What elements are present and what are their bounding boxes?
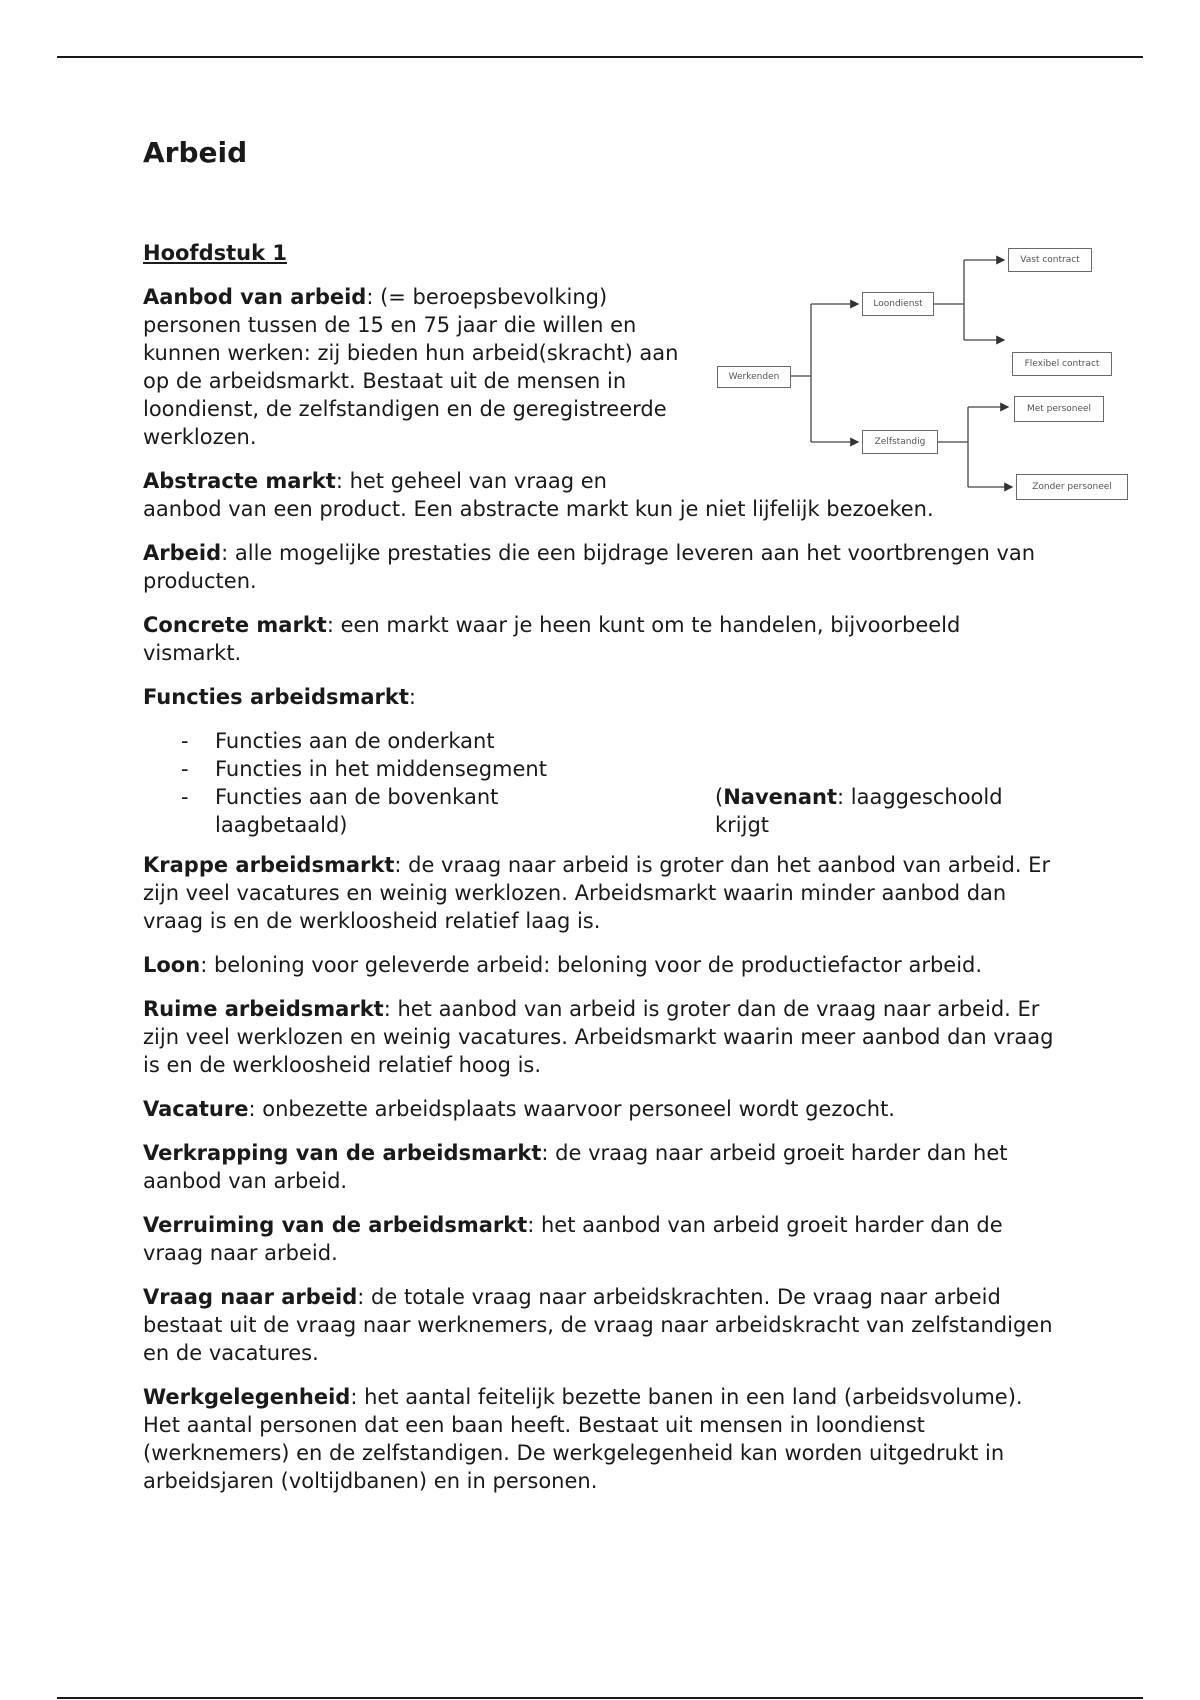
- definition-loon: [143, 951, 1063, 979]
- definition-functies: [143, 683, 1063, 711]
- list-item: [181, 727, 1063, 755]
- definition-verruiming: [143, 1211, 1063, 1267]
- term: Krappe arbeidsmarkt: [143, 853, 395, 877]
- definition-text: : het aanbod van arbeid groeit harder dan de vraag naar arbeid.: [143, 1213, 1003, 1265]
- list-item-text: Functies in het middensegment: [215, 757, 547, 781]
- list-item: [181, 755, 1063, 783]
- diagram-box-zelfstandig: Zelfstandig: [862, 430, 938, 454]
- term: Ruime arbeidsmarkt: [143, 997, 384, 1021]
- functies-list: [143, 727, 1063, 839]
- list-item-text: Functies aan de onderkant: [215, 729, 495, 753]
- definition-text: : een markt waar je heen kunt om te handelen, bijvoorbeeld vismarkt.: [143, 613, 961, 665]
- term: Concrete markt: [143, 613, 327, 637]
- footer-rule: [57, 1697, 1143, 1699]
- definition-text: : de vraag naar arbeid is groter dan het aanbod van arbeid. Er zijn veel vacatures en weinig werklozen. Arbeidsmarkt waarin minder aanbod dan vraag is en de werkloosheid relatief laag is.: [143, 853, 1051, 933]
- navenant-note: [715, 783, 1063, 839]
- diagram-box-werkenden: Werkenden: [717, 366, 791, 388]
- definition-text: : de vraag naar arbeid groeit harder dan het aanbod van arbeid.: [143, 1141, 1008, 1193]
- definition-text: : beloning voor geleverde arbeid: beloning voor de productiefactor arbeid.: [200, 953, 983, 977]
- definition-text: : (= beroepsbevolking) personen tussen de 15 en 75 jaar die willen en kunnen werken: zij bieden hun arbeid(skracht) aan op de arbeidsmarkt. Bestaat uit de mensen in loondienst, de zelfstandigen en de geregistreerde werklozen.: [143, 285, 679, 449]
- definition-arbeid: [143, 539, 1063, 595]
- chapter-heading: Hoofdstuk 1: [143, 241, 287, 265]
- definition-abstracte-markt: [143, 467, 1063, 523]
- term: Werkgelegenheid: [143, 1385, 351, 1409]
- definition-text: : onbezette arbeidsplaats waarvoor personeel wordt gezocht.: [248, 1097, 895, 1121]
- definition-vacature: [143, 1095, 1063, 1123]
- term: Abstracte markt: [143, 469, 336, 493]
- definition-text: : het aanbod van arbeid is groter dan de vraag naar arbeid. Er zijn veel werklozen en weinig vacatures. Arbeidsmarkt waarin meer aanbod dan vraag is en de werkloosheid relatief hoog is.: [143, 997, 1054, 1077]
- definition-text-continued: aanbod van een product. Een abstracte markt kun je niet lijfelijk bezoeken.: [143, 497, 934, 521]
- definition-ruime: [143, 995, 1063, 1079]
- definition-text: :: [408, 685, 416, 709]
- definition-text: : laaggeschoold krijgt: [715, 785, 1003, 837]
- definition-vraag: [143, 1283, 1063, 1367]
- diagram-box-vast-contract: Vast contract: [1008, 248, 1092, 272]
- diagram-box-met-personeel: Met personeel: [1014, 396, 1104, 422]
- diagram-box-flexibel-contract: Flexibel contract: [1012, 352, 1112, 376]
- term: Navenant: [723, 785, 837, 809]
- term: Arbeid: [143, 541, 222, 565]
- definition-krappe: [143, 851, 1063, 935]
- page-title: Arbeid: [143, 136, 248, 169]
- definition-text: : het geheel van vraag en: [335, 469, 607, 493]
- definition-text: : de totale vraag naar arbeidskrachten. De vraag naar arbeid bestaat uit de vraag naar werknemers, de vraag naar arbeidskracht van zelfstandigen en de vacatures.: [143, 1285, 1053, 1365]
- list-item-continued: laagbetaald): [215, 813, 348, 837]
- document-body: [143, 136, 1063, 1511]
- list-dash: -: [181, 729, 189, 753]
- definition-verkrapping: [143, 1139, 1063, 1195]
- term: Aanbod van arbeid: [143, 285, 367, 309]
- definition-aanbod: [143, 283, 683, 451]
- term: Vacature: [143, 1097, 249, 1121]
- definition-werkgelegenheid: [143, 1383, 1063, 1495]
- paren: (: [715, 785, 724, 809]
- term: Verruiming van de arbeidsmarkt: [143, 1213, 528, 1237]
- term: Functies arbeidsmarkt: [143, 685, 409, 709]
- header-rule: [57, 56, 1143, 58]
- list-item-text: Functies aan de bovenkant: [215, 785, 499, 809]
- term: Verkrapping van de arbeidsmarkt: [143, 1141, 542, 1165]
- diagram-box-zonder-personeel: Zonder personeel: [1016, 474, 1128, 500]
- definition-concrete-markt: [143, 611, 1063, 667]
- list-dash: -: [181, 757, 189, 781]
- term: Vraag naar arbeid: [143, 1285, 358, 1309]
- term: Loon: [143, 953, 201, 977]
- list-item: [181, 783, 1063, 839]
- definition-text: : alle mogelijke prestaties die een bijdrage leveren aan het voortbrengen van producten.: [143, 541, 1036, 593]
- definition-text: : het aantal feitelijk bezette banen in een land (arbeidsvolume). Het aantal personen dat een baan heeft. Bestaat uit mensen in loondienst (werknemers) en de zelfstandigen. De werkgelegenheid kan worden uitgedrukt in arbeidsjaren (voltijdbanen) en in personen.: [143, 1385, 1023, 1493]
- diagram-box-loondienst: Loondienst: [862, 292, 934, 316]
- list-dash: -: [181, 785, 189, 809]
